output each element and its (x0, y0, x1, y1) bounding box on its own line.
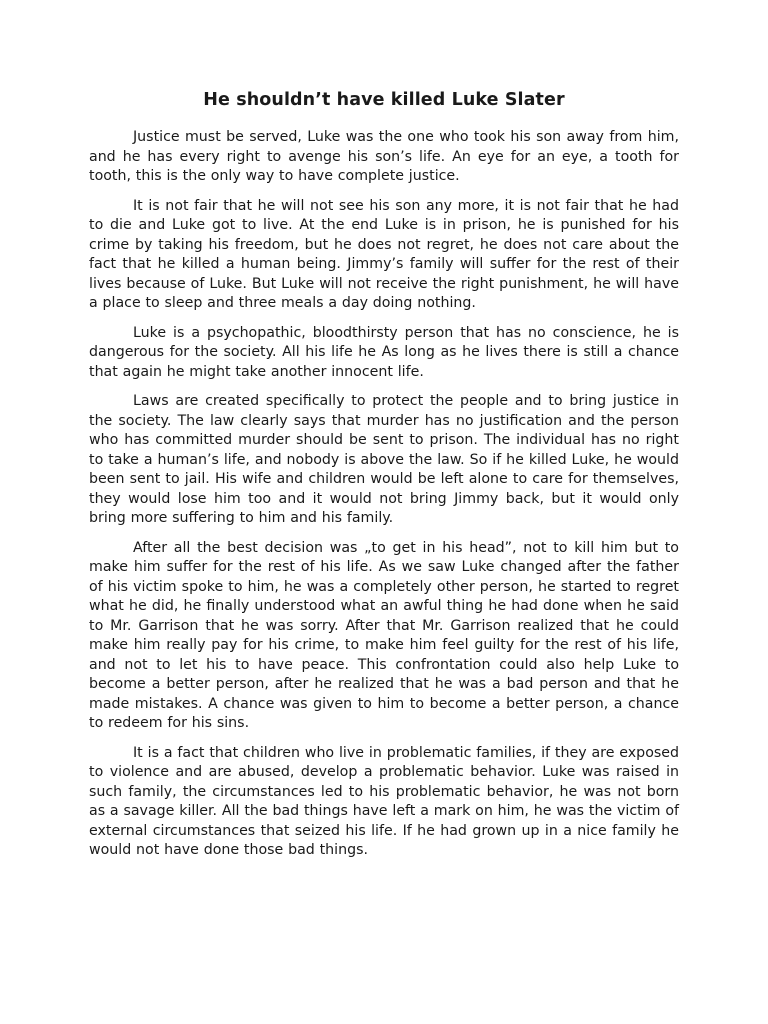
paragraph-5: After all the best decision was „to get in his head”, not to kill him but to make him suffer for the rest of his life. As we saw Luke changed after the father of his victim spoke to him, he was a completely other person, he started to regret what he did, he finally understood what an awful thing he had done when he said to Mr. Garrison that he was sorry. After that Mr. Garrison realized that he could make him really pay for his crime, to make him feel guilty for the rest of his life, and not to let his to have peace. This confrontation could also help Luke to become a better person, after he realized that he was a bad person and that he made mistakes. A chance was given to him to become a better person, a chance to redeem for his sins. (89, 539, 679, 731)
paragraph-6: It is a fact that children who live in problematic families, if they are exposed to violence and are abused, develop a problematic behavior. Luke was raised in such family, the circumstances led to his problematic behavior, he was not born as a savage killer. All the bad things have left a mark on him, he was the victim of external circumstances that seized his life. If he had grown up in a nice family he would not have done those bad things. (89, 744, 679, 858)
paragraph-3: Luke is a psychopathic, bloodthirsty person that has no conscience, he is dangerous for the society. All his life he As long as he lives there is still a chance that again he might take another innocent life. (89, 324, 679, 380)
paragraph-2: It is not fair that he will not see his son any more, it is not fair that he had to die and Luke got to live. At the end Luke is in prison, he is punished for his crime by taking his freedom, but he does not regret, he does not care about the fact that he killed a human being. Jimmy’s family will suffer for the rest of their lives because of Luke. But Luke will not receive the right punishment, he will have a place to sleep and three meals a day doing nothing. (89, 197, 679, 311)
document-page (89, 88, 679, 871)
document-title: He shouldn’t have killed Luke Slater (203, 90, 565, 110)
paragraph-1: Justice must be served, Luke was the one who took his son away from him, and he has every right to avenge his son’s life. An eye for an eye, a tooth for tooth, this is the only way to have complete justice. (89, 129, 679, 184)
paragraph-4: Laws are created specifically to protect the people and to bring justice in the society. The law clearly says that murder has no justification and the person who has committed murder should be sent to prison. The individual has no right to take a human’s life, and nobody is above the law. So if he killed Luke, he would been sent to jail. His wife and children would be left alone to care for themselves, they would lose him too and it would not bring Jimmy back, but it would only bring more suffering to him and his family. (89, 393, 679, 526)
